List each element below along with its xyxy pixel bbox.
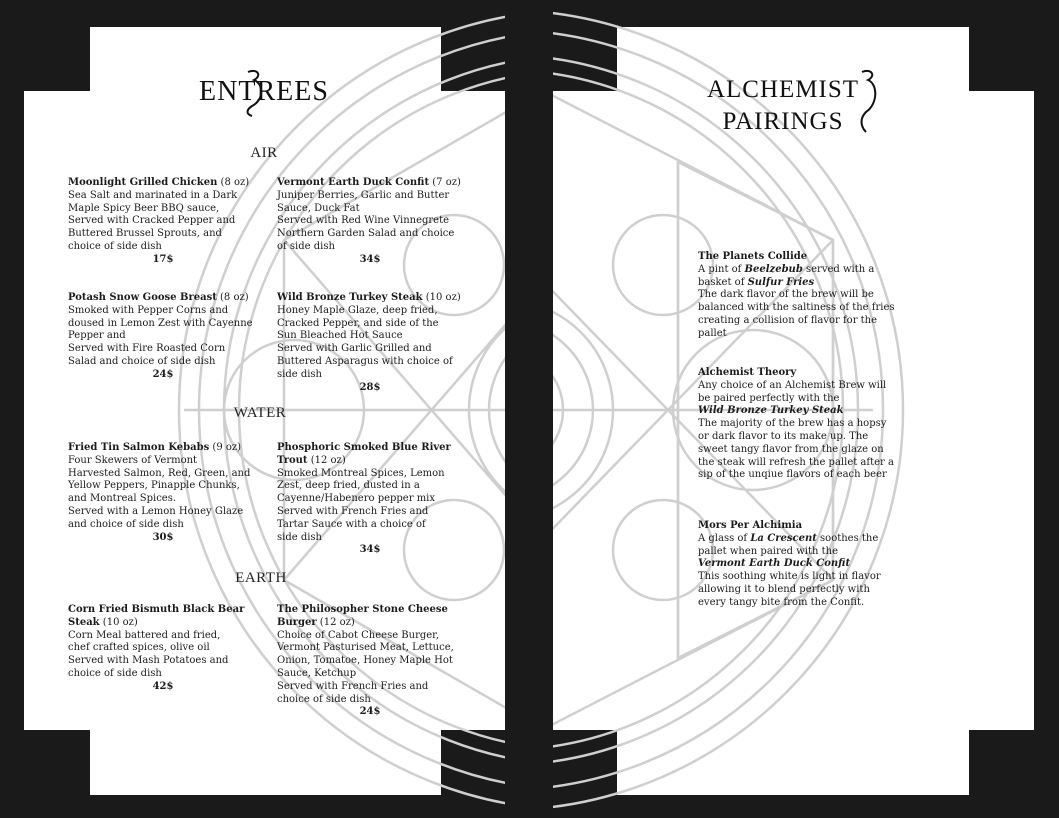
- pairing-highlight: Sulfur Fries: [747, 276, 815, 288]
- pairing-text: Any choice of an Alchemist Brew will be paired perfectly with the: [698, 379, 887, 404]
- item-description: Choice of Cabot Cheese Burger, Vermont Pasturised Meat, Lettuce, Onion, Tomatoe, Honey Maple Hot Sauce, Ketchup Served with French Fries and choice of side dish: [277, 629, 454, 705]
- pairing-entry: [698, 367, 898, 482]
- item-name: Wild Bronze Turkey Steak: [277, 292, 423, 303]
- item-size: (7 oz): [429, 177, 461, 188]
- pairing-highlight: Wild Bronze Turkey Steak: [698, 405, 844, 417]
- menu-item: [277, 177, 477, 267]
- entrees-page: [24, 0, 505, 818]
- section-earth: EARTH: [235, 570, 287, 586]
- item-price: 42$: [152, 680, 174, 692]
- item-description: Corn Meal battered and fried, chef crafted spices, olive oil Served with Mash Potatoes and choice of side dish: [68, 629, 229, 679]
- menu-item: [277, 292, 477, 394]
- item-name: Fried Tin Salmon Kebabs: [68, 442, 210, 453]
- page-title-line1: ALCHEMIST: [706, 76, 860, 103]
- section-air: AIR: [250, 145, 278, 161]
- pairing-highlight: Beelzebub: [744, 263, 803, 275]
- pairing-highlight: Vermont Earth Duck Confit: [698, 558, 851, 570]
- item-price: 34$: [359, 544, 381, 556]
- pairing-text: The majority of the brew has a hopsy or dark flavor to its make up. The sweet tangy flavor from the glaze on the steak will refresh the pallet after a sip of the unqiue flavors of each beer: [698, 418, 894, 481]
- item-description: Sea Salt and marinated in a Dark Maple Spicy Beer BBQ sauce, Served with Cracked Pepper and Buttered Brussel Sprouts, and choice of side dish: [68, 189, 238, 252]
- section-water: WATER: [233, 405, 287, 421]
- item-size: (8 oz): [217, 177, 250, 188]
- item-name: Potash Snow Goose Breast: [68, 292, 217, 303]
- pairings-page: [553, 0, 1034, 818]
- title-flourish-icon: [242, 66, 266, 122]
- menu-item: [277, 442, 477, 557]
- item-size: (12 oz): [307, 454, 346, 466]
- item-name: Phosphoric Smoked Blue River Trout: [277, 442, 451, 466]
- item-description: Smoked Montreal Spices, Lemon Zest, deep fried, dusted in a Cayenne/Habenero pepper mix Served with French Fries and Tartar Sauce with a choice of side dish: [277, 467, 445, 543]
- item-size: (10 oz): [99, 616, 138, 628]
- page-title-line2: PAIRINGS: [722, 108, 844, 135]
- item-name: Moonlight Grilled Chicken: [68, 177, 218, 188]
- menu-item: [68, 604, 273, 694]
- item-description: Juniper Berries, Garlic and Butter Sauce, Duck Fat Served with Red Wine Vinnegrete Northern Garden Salad and choice of side dish: [277, 189, 455, 252]
- pairing-highlight: La Crescent: [750, 532, 817, 544]
- item-description: Four Skewers of Vermont Harvested Salmon, Red, Green, and Yellow Peppers, Pinapple Chunks, and Montreal Spices. Served with a Lemon Honey Glaze and choice of side dish: [68, 454, 251, 530]
- pairing-text: A glass of: [698, 532, 751, 544]
- item-size: (9 oz): [209, 442, 242, 453]
- item-size: (12 oz): [316, 616, 355, 628]
- item-price: 34$: [359, 253, 381, 265]
- item-price: 30$: [152, 531, 174, 543]
- item-price: 28$: [359, 381, 381, 393]
- item-name: Corn Fried Bismuth Black Bear Steak: [68, 604, 245, 628]
- pairing-title: The Planets Collide: [698, 251, 808, 262]
- item-price: 24$: [152, 368, 174, 380]
- page-title: ENTREES: [199, 76, 329, 107]
- pairing-text: soothes the pallet when paired with the: [698, 532, 879, 557]
- menu-item: [68, 177, 268, 267]
- item-name: The Philosopher Stone Cheese Burger: [277, 604, 448, 628]
- pairing-title: Mors Per Alchimia: [698, 520, 803, 531]
- item-price: 24$: [359, 706, 381, 718]
- title-flourish-icon: [856, 66, 882, 142]
- pairing-title: Alchemist Theory: [698, 367, 797, 378]
- item-name: Vermont Earth Duck Confit: [277, 177, 430, 188]
- item-description: Honey Maple Glaze, deep fried, Cracked Pepper, and side of the Sun Bleached Hot Sauce Served with Garlic Grilled and Buttered Asparagus with choice of side dish: [277, 304, 453, 380]
- item-price: 17$: [152, 253, 174, 265]
- pairing-entry: [698, 251, 898, 341]
- item-description: Smoked with Pepper Corns and doused in Lemon Zest with Cayenne Pepper and Served with Fire Roasted Corn Salad and choice of side dish: [68, 304, 253, 367]
- pairing-text: The dark flavor of the brew will be balanced with the saltiness of the fries creating a collision of flavor for the pallet: [698, 289, 895, 339]
- pairing-text: served with a basket of: [698, 263, 875, 288]
- item-size: (8 oz): [216, 292, 249, 303]
- pairing-text: A pint of: [698, 263, 745, 275]
- menu-item: [277, 604, 477, 719]
- pairing-text: This soothing white is light in flavor allowing it to blend perfectly with every tangy bite from the Confit.: [698, 571, 881, 608]
- item-size: (10 oz): [422, 292, 461, 303]
- menu-item: [68, 292, 273, 382]
- pairing-entry: [698, 520, 898, 610]
- menu-item: [68, 442, 273, 544]
